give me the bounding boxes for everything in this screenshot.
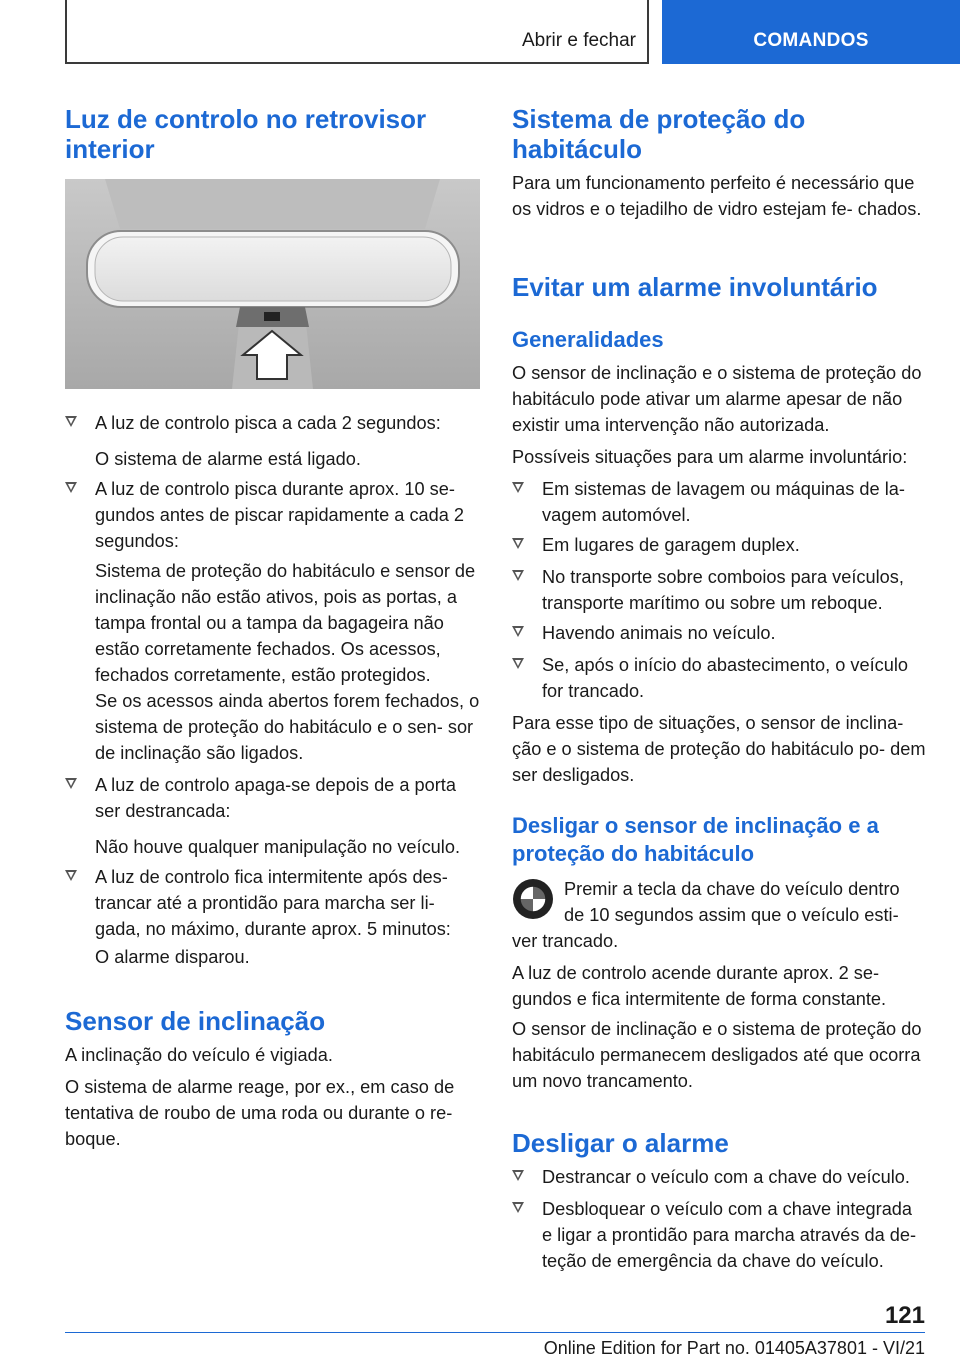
heading-cabin-protection: Sistema de proteção do habitáculo <box>512 104 806 164</box>
list-item-text: Destrancar o veículo com a chave do veículo. <box>542 1167 910 1187</box>
list-item-detail: O sistema de alarme está ligado. <box>95 449 361 469</box>
list-item-text: Em sistemas de lavagem ou máquinas de la‐ vagem automóvel. <box>542 479 905 525</box>
triangle-bullet-icon <box>512 570 524 581</box>
list-item-text: Se, após o início do abastecimento, o veículo for trancado. <box>542 655 908 701</box>
triangle-bullet-icon <box>512 1170 524 1181</box>
heading-disable-alarm: Desligar o alarme <box>512 1128 729 1158</box>
list-item-text: Desbloquear o veículo com a chave integrada e ligar a prontidão para marcha através da de‐ teção de emergência da chave do veículo. <box>542 1199 917 1271</box>
footer-edition: Online Edition for Part no. 01405A37801 - VI/21 <box>543 1338 925 1358</box>
paragraph: Possíveis situações para um alarme involuntário: <box>512 447 908 467</box>
list-item-text: No transporte sobre comboios para veículos, transporte marítimo ou sobre um reboque. <box>542 567 904 613</box>
chapter-label: COMANDOS <box>753 30 869 51</box>
paragraph: Para esse tipo de situações, o sensor de inclina‐ ção e o sistema de proteção do habitáculo po‐ dem ser desligados. <box>512 713 926 785</box>
list-item-detail: Não houve qualquer manipulação no veículo. <box>95 837 461 857</box>
list-item-text: A luz de controlo pisca durante aprox. 10 se‐ gundos antes de piscar rapidamente a cada 2 segundos: <box>95 479 465 551</box>
paragraph: ver trancado. <box>512 931 619 951</box>
paragraph: O sensor de inclinação e o sistema de proteção do habitáculo permanecem desligados até que ocorra um novo trancamento. <box>512 1019 922 1091</box>
heading-avoid-false-alarm: Evitar um alarme involuntário <box>512 272 878 302</box>
heading-disable-sensors: Desligar o sensor de inclinação e a proteção do habitáculo <box>512 813 879 866</box>
chapter-tab <box>662 0 960 64</box>
triangle-bullet-icon <box>512 1202 524 1213</box>
paragraph: A luz de controlo acende durante aprox. 2 se‐ gundos e fica intermitente de forma constante. <box>512 963 887 1009</box>
rearview-mirror-illustration <box>65 179 480 389</box>
list-item-detail: Sistema de proteção do habitáculo e sensor de inclinação não estão ativos, pois as portas, a tampa frontal ou a tampa da bagageira não estão corretamente fechados. Os acessos, fechados corretamente, estão protegidos. <box>95 561 476 685</box>
footer-divider <box>65 1332 925 1333</box>
page-number: 121 <box>884 1302 925 1329</box>
heading-general: Generalidades <box>512 327 664 352</box>
triangle-bullet-icon <box>512 482 524 493</box>
list-item-text: A luz de controlo apaga-se depois de a porta ser destrancada: <box>95 775 456 821</box>
triangle-bullet-icon <box>512 626 524 637</box>
triangle-bullet-icon <box>512 538 524 549</box>
list-item-text: A luz de controlo pisca a cada 2 segundos: <box>95 413 441 433</box>
list-item-text: Havendo animais no veículo. <box>542 623 776 643</box>
triangle-bullet-icon <box>65 778 77 789</box>
list-item-text: A luz de controlo fica intermitente após des‐ trancar até a prontidão para marcha ser li‐ gada, no máximo, durante aprox. 5 minutos: <box>95 867 451 939</box>
triangle-bullet-icon <box>65 870 77 881</box>
paragraph: O sistema de alarme reage, por ex., em caso de tentativa de roubo de uma roda ou durante o re‐ boque. <box>65 1077 455 1149</box>
section-title: Abrir e fechar <box>521 30 636 51</box>
list-item-detail: Se os acessos ainda abertos forem fechados, o sistema de proteção do habitáculo e o sen‐ sor de inclinação são ligados. <box>95 691 480 763</box>
heading-tilt-sensor: Sensor de inclinação <box>65 1006 326 1036</box>
triangle-bullet-icon <box>65 482 77 493</box>
heading-mirror-indicator: Luz de controlo no retrovisor interior <box>65 104 427 164</box>
paragraph: A inclinação do veículo é vigiada. <box>65 1045 333 1065</box>
paragraph: O sensor de inclinação e o sistema de proteção do habitáculo pode ativar um alarme apesar de não existir uma intervenção não autorizada. <box>512 363 922 435</box>
triangle-bullet-icon <box>512 658 524 669</box>
paragraph: de 10 segundos assim que o veículo esti‐ <box>564 905 899 925</box>
triangle-bullet-icon <box>65 416 77 427</box>
list-item-text: Em lugares de garagem duplex. <box>542 535 800 555</box>
bmw-key-button-icon <box>512 878 554 920</box>
paragraph: Para um funcionamento perfeito é necessário que os vidros e o tejadilho de vidro estejam fe‐ chados. <box>512 173 922 219</box>
paragraph: Premir a tecla da chave do veículo dentro <box>564 879 900 899</box>
list-item-detail: O alarme disparou. <box>95 947 250 967</box>
